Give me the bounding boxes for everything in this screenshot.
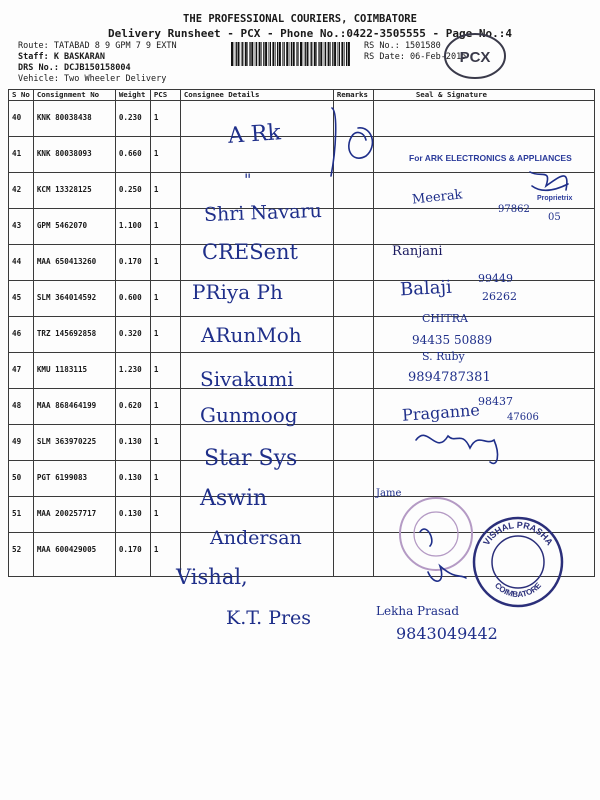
runsheet-meta-left <box>18 41 177 85</box>
cell-pcs: 1 <box>150 173 180 209</box>
seal-bottom-text: COIMBATORE <box>492 580 544 600</box>
barcode-bar <box>305 42 306 66</box>
cell-remarks <box>333 497 373 533</box>
barcode-bar <box>270 42 271 66</box>
cell-consignment: SLM 363970225 <box>33 425 115 461</box>
cell-sno: 51 <box>9 497 34 533</box>
cell-sno: 48 <box>9 389 34 425</box>
handwritten-signature: Lekha Prasad <box>376 604 459 618</box>
barcode-bar <box>318 42 319 66</box>
barcode-bar <box>341 42 343 66</box>
cell-remarks <box>333 173 373 209</box>
barcode-bar <box>255 42 256 66</box>
barcode-bar <box>330 42 331 66</box>
barcode-bar <box>286 42 288 66</box>
cell-pcs: 1 <box>150 137 180 173</box>
barcode-bar <box>236 42 237 66</box>
col-header-sno: S No <box>9 90 34 101</box>
barcode-bar <box>293 42 295 66</box>
cell-pcs: 1 <box>150 209 180 245</box>
company-stamp-role: Proprietrix <box>537 195 573 202</box>
barcode-bar <box>316 42 317 66</box>
barcode-bar <box>265 42 267 66</box>
cell-remarks <box>333 317 373 353</box>
cell-pcs: 1 <box>150 389 180 425</box>
rs-no-line: RS No.: 1501580 <box>364 41 441 51</box>
barcode-bar <box>284 42 285 66</box>
barcode-bar <box>311 42 312 66</box>
col-header-pcs: PCS <box>150 90 180 101</box>
cell-consignment: KNK 80038438 <box>33 101 115 137</box>
cell-weight: 0.130 <box>115 461 150 497</box>
barcode-bar <box>291 42 292 66</box>
barcode-bar <box>269 42 270 66</box>
barcode-bar <box>314 42 316 66</box>
cell-pcs: 1 <box>150 353 180 389</box>
cell-consignment: PGT 6199083 <box>33 461 115 497</box>
cell-sno: 49 <box>9 425 34 461</box>
cell-weight: 0.660 <box>115 137 150 173</box>
handwritten-consignee: Aswin <box>200 486 268 511</box>
table-row <box>9 425 595 461</box>
barcode-bar <box>324 42 325 66</box>
handwritten-phone: 94435 50889 <box>412 333 493 347</box>
barcode-bar <box>348 42 350 66</box>
barcode-bar <box>259 42 261 66</box>
cell-pcs: 1 <box>150 317 180 353</box>
cell-pcs: 1 <box>150 533 180 577</box>
barcode-bar <box>334 42 336 66</box>
table-row <box>9 461 595 497</box>
barcode-bar <box>263 42 264 66</box>
cell-pcs: 1 <box>150 425 180 461</box>
col-header-consignee: Consignee Details <box>180 90 333 101</box>
cell-remarks <box>333 209 373 245</box>
cell-weight: 0.620 <box>115 389 150 425</box>
route-line: Route: TATABAD 8 9 GPM 7 9 EXTN <box>18 41 177 51</box>
cell-remarks <box>333 461 373 497</box>
handwritten-phone: 98437 <box>478 395 513 408</box>
handwritten-consignee: K.T. Pres <box>226 607 312 629</box>
handwritten-signature: CHITRA <box>422 312 468 325</box>
company-stamp-text: For ARK ELECTRONICS & APPLIANCES <box>409 153 572 163</box>
handwritten-phone: 47606 <box>507 412 539 423</box>
pcx-stamp <box>441 30 509 82</box>
cell-weight: 0.230 <box>115 101 150 137</box>
barcode-bar <box>303 42 304 66</box>
barcode-bar <box>261 42 262 66</box>
cell-seal <box>373 425 594 461</box>
cell-remarks <box>333 353 373 389</box>
cell-weight: 0.320 <box>115 317 150 353</box>
drs-line: DRS No.: DCJB150158004 <box>18 63 131 73</box>
barcode-bar <box>310 42 311 66</box>
cell-consignment: MAA 650413260 <box>33 245 115 281</box>
handwritten-consignee: PRiya Ph <box>192 280 283 304</box>
barcode-bar <box>251 42 253 66</box>
cell-seal <box>373 173 594 209</box>
cell-pcs: 1 <box>150 101 180 137</box>
cell-consignment: KMU 1183115 <box>33 353 115 389</box>
cell-pcs: 1 <box>150 245 180 281</box>
handwritten-phone: 05 <box>548 212 561 223</box>
cell-weight: 1.230 <box>115 353 150 389</box>
barcode-bar <box>300 42 302 66</box>
cell-pcs: 1 <box>150 461 180 497</box>
barcode-bar <box>245 42 247 66</box>
handwritten-phone: 9843049442 <box>396 624 498 643</box>
col-header-weight: Weight <box>115 90 150 101</box>
handwritten-signature: Praganne <box>401 400 481 425</box>
handwritten-phone: 26262 <box>482 290 517 303</box>
cell-consignment: MAA 868464199 <box>33 389 115 425</box>
cell-remarks <box>333 101 373 137</box>
barcode-bar <box>282 42 283 66</box>
cell-consignment: GPM 5462070 <box>33 209 115 245</box>
handwritten-consignee: Andersan <box>210 527 302 549</box>
handwritten-consignee: ARunMoh <box>201 323 302 347</box>
cell-seal <box>373 101 594 137</box>
handwritten-consignee: Gunmoog <box>200 403 298 427</box>
barcode-bar <box>339 42 340 66</box>
barcode-bar <box>249 42 250 66</box>
cell-sno: 50 <box>9 461 34 497</box>
cell-consignment: MAA 600429005 <box>33 533 115 577</box>
cell-seal <box>373 209 594 245</box>
cell-weight: 0.600 <box>115 281 150 317</box>
cell-consignment: KCM 13328125 <box>33 173 115 209</box>
barcode-bar <box>297 42 298 66</box>
cell-sno: 46 <box>9 317 34 353</box>
handwritten-consignee: A Rk <box>227 120 282 149</box>
barcode-bar <box>346 42 347 66</box>
vehicle-line: Vehicle: Two Wheeler Delivery <box>18 74 167 84</box>
seal-top-text: VISHAL PRASHA <box>481 519 555 548</box>
cell-remarks <box>333 137 373 173</box>
handwritten-consignee: Sivakumi <box>200 367 294 391</box>
cell-weight: 0.130 <box>115 425 150 461</box>
runsheet-title: Delivery Runsheet - PCX - Phone No.:0422-3505555 - Page No.:4 <box>108 27 512 40</box>
col-header-remarks: Remarks <box>333 90 373 101</box>
cell-remarks <box>333 425 373 461</box>
cell-seal <box>373 461 594 497</box>
barcode-bar <box>247 42 248 66</box>
barcode-bar <box>234 42 235 66</box>
barcode-bar <box>256 42 257 66</box>
cell-consignment: KNK 80038093 <box>33 137 115 173</box>
col-header-seal: Seal & Signature <box>373 90 594 101</box>
cell-sno: 40 <box>9 101 34 137</box>
col-header-consignment: Consignment No <box>33 90 115 101</box>
handwritten-signature: S. Ruby <box>422 350 465 363</box>
barcode-bar <box>320 42 322 66</box>
cell-consignment: SLM 364014592 <box>33 281 115 317</box>
barcode-bar <box>307 42 309 66</box>
barcode <box>230 42 350 66</box>
handwritten-consignee: Vishal, <box>176 565 248 589</box>
staff-line: Staff: K BASKARAN <box>18 52 105 62</box>
handwritten-phone: 99449 <box>478 272 513 285</box>
cell-consignment: MAA 200257717 <box>33 497 115 533</box>
cell-sno: 44 <box>9 245 34 281</box>
cell-pcs: 1 <box>150 497 180 533</box>
barcode-bar <box>242 42 243 66</box>
cell-remarks <box>333 533 373 577</box>
handwritten-signature: Jame <box>376 488 402 499</box>
cell-weight: 0.170 <box>115 245 150 281</box>
cell-weight: 0.170 <box>115 533 150 577</box>
company-name: THE PROFESSIONAL COURIERS, COIMBATORE <box>183 13 417 25</box>
barcode-bar <box>328 42 330 66</box>
handwritten-consignee: Star Sys <box>204 446 298 471</box>
barcode-bar <box>289 42 290 66</box>
pcx-stamp-text: PCX <box>459 49 491 66</box>
barcode-bar <box>338 42 339 66</box>
cell-sno: 47 <box>9 353 34 389</box>
handwritten-phone: 97862 <box>498 204 530 215</box>
handwritten-consignee: CRESent <box>202 240 298 264</box>
handwritten-signature: Ranjani <box>392 244 443 259</box>
barcode-bar <box>277 42 278 66</box>
cell-remarks <box>333 389 373 425</box>
rs-date-line: RS Date: 06-Feb-2015 <box>364 52 467 62</box>
handwritten-signature: Balaji <box>399 276 453 301</box>
cell-weight: 0.130 <box>115 497 150 533</box>
barcode-bar <box>344 42 345 66</box>
faint-stamp <box>396 494 476 574</box>
table-row <box>9 353 595 389</box>
barcode-bar <box>275 42 276 66</box>
barcode-bar <box>296 42 297 66</box>
handwritten-consignee: Shri Navaru <box>203 199 323 227</box>
barcode-bar <box>238 42 240 66</box>
cell-sno: 41 <box>9 137 34 173</box>
cell-remarks <box>333 281 373 317</box>
barcode-bar <box>332 42 333 66</box>
handwritten-consignee: " <box>244 170 252 189</box>
cell-sno: 45 <box>9 281 34 317</box>
barcode-bar <box>231 42 233 66</box>
cell-sno: 42 <box>9 173 34 209</box>
table-row <box>9 101 595 137</box>
cell-weight: 0.250 <box>115 173 150 209</box>
barcode-bar <box>272 42 274 66</box>
cell-pcs: 1 <box>150 281 180 317</box>
barcode-bar <box>279 42 281 66</box>
handwritten-phone: 9894787381 <box>408 370 491 385</box>
cell-sno: 52 <box>9 533 34 577</box>
barcode-bar <box>241 42 242 66</box>
cell-consignment: TRZ 145692858 <box>33 317 115 353</box>
round-seal-stamp <box>468 512 568 612</box>
cell-remarks <box>333 245 373 281</box>
table-header-row <box>9 90 595 101</box>
cell-weight: 1.100 <box>115 209 150 245</box>
barcode-bar <box>325 42 326 66</box>
handwritten-signature: Meerak <box>411 187 464 208</box>
cell-sno: 43 <box>9 209 34 245</box>
